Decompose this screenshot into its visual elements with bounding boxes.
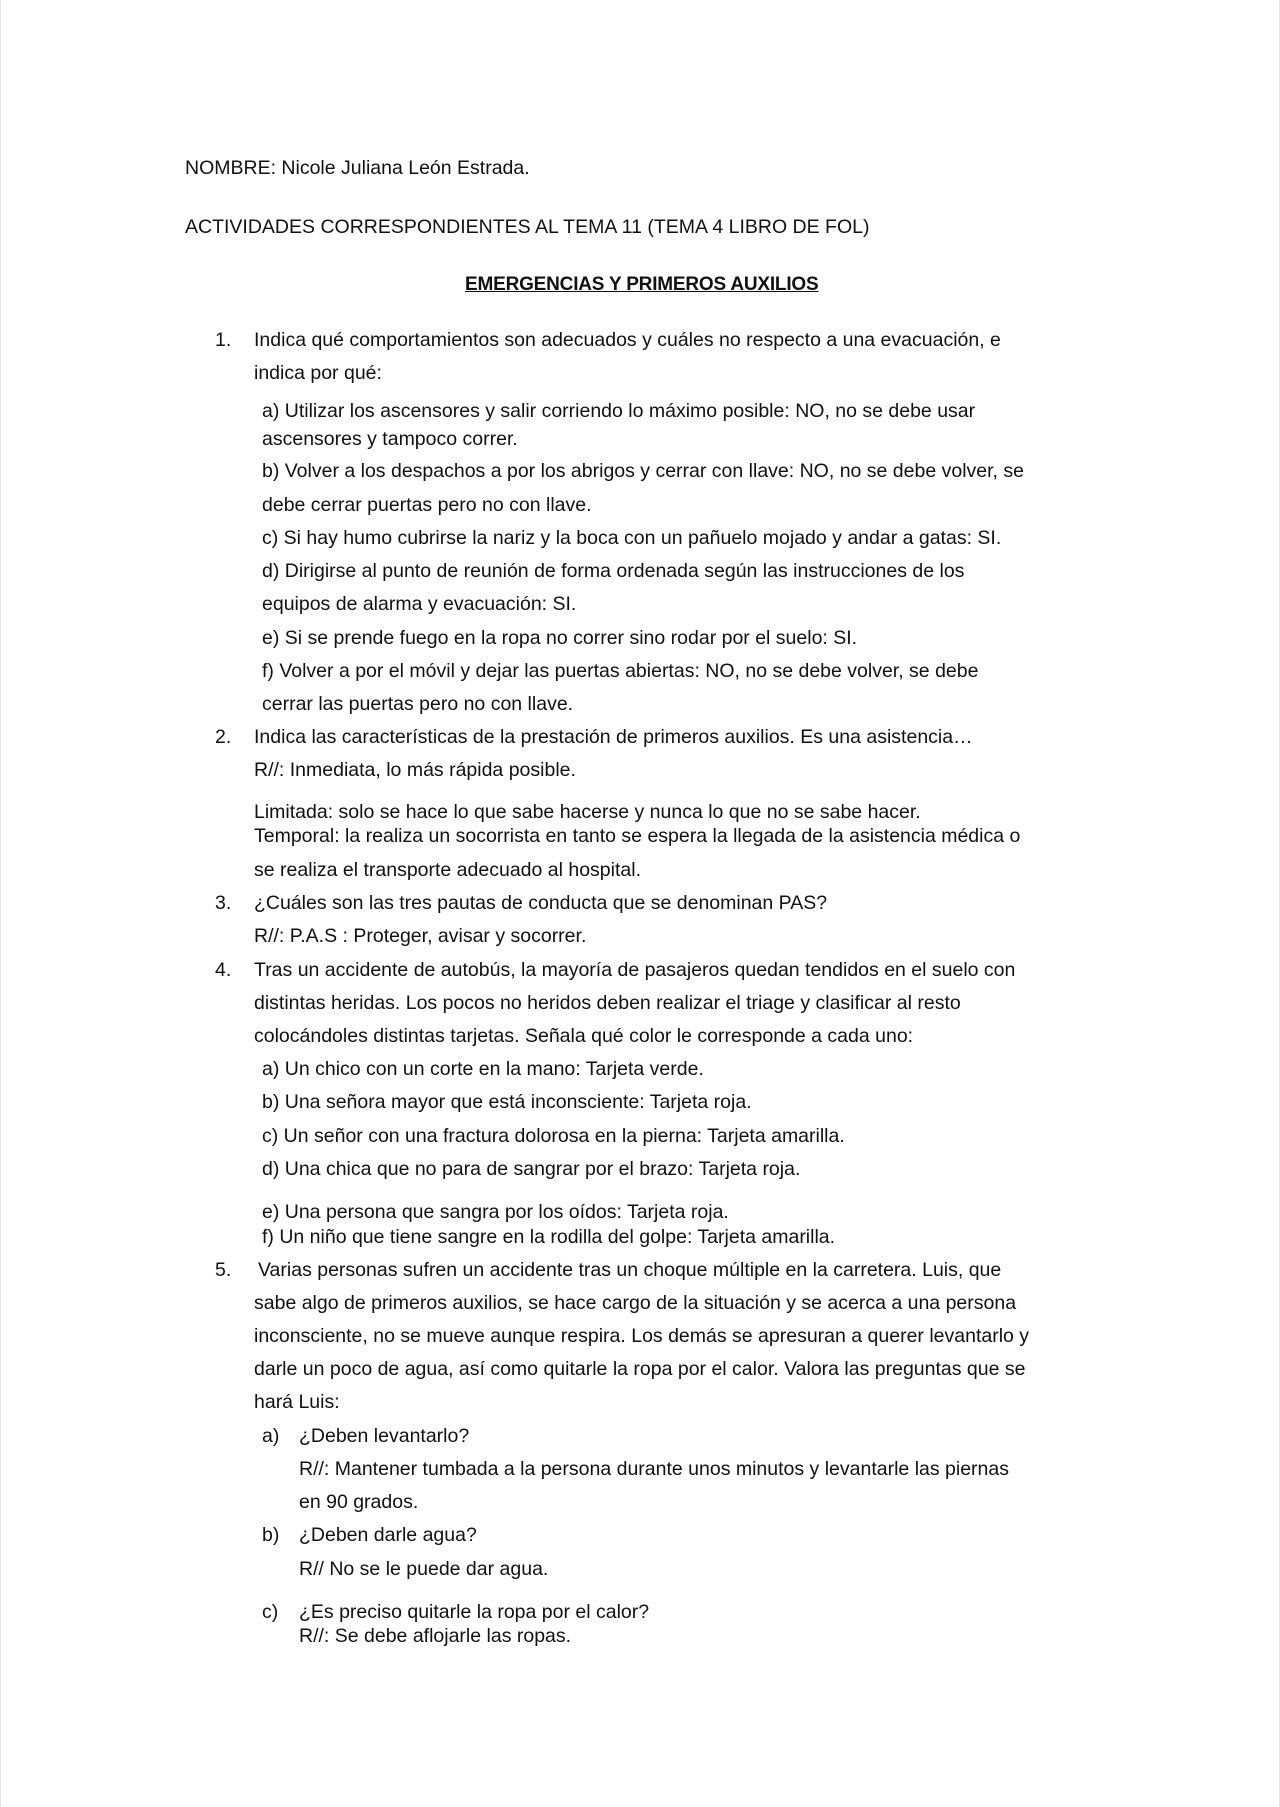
q1-text-line: indica por qué: bbox=[254, 362, 382, 384]
q3-answer-line: R//: P.A.S : Proteger, avisar y socorrer. bbox=[254, 925, 587, 947]
q2-answer-line: se realiza el transporte adecuado al hospital. bbox=[254, 859, 641, 881]
q1-answer-b-cont: debe cerrar puertas pero no con llave. bbox=[262, 494, 592, 516]
q5-sub-a-label: a) bbox=[262, 1425, 280, 1447]
q5-sub-c-answer: R//: Se debe aflojarle las ropas. bbox=[299, 1625, 572, 1647]
q4-answer-b: b) Una señora mayor que está inconsciente: Tarjeta roja. bbox=[262, 1091, 752, 1113]
name-line: NOMBRE: Nicole Juliana León Estrada. bbox=[185, 157, 530, 179]
q2-number: 2. bbox=[215, 726, 232, 748]
q4-text-line: colocándoles distintas tarjetas. Señala qué color le corresponde a cada uno: bbox=[254, 1025, 914, 1047]
q3-number: 3. bbox=[215, 892, 232, 914]
page-edge-left bbox=[0, 0, 1, 1807]
q5-number: 5. bbox=[215, 1259, 232, 1281]
q4-answer-e: e) Una persona que sangra por los oídos: Tarjeta roja. bbox=[262, 1201, 729, 1223]
q1-answer-a-cont: ascensores y tampoco correr. bbox=[262, 428, 518, 450]
q5-sub-b-label: b) bbox=[262, 1524, 280, 1546]
q5-sub-a-question: ¿Deben levantarlo? bbox=[299, 1425, 470, 1447]
q2-text-line: Indica las características de la prestación de primeros auxilios. Es una asistencia… bbox=[254, 726, 973, 748]
q5-text-line: darle un poco de agua, así como quitarle la ropa por el calor. Valora las preguntas que se bbox=[254, 1358, 1026, 1380]
q1-answer-d-cont: equipos de alarma y evacuación: SI. bbox=[262, 593, 577, 615]
q5-sub-a-answer-cont: en 90 grados. bbox=[299, 1491, 419, 1513]
q4-answer-a: a) Un chico con un corte en la mano: Tarjeta verde. bbox=[262, 1058, 704, 1080]
q5-sub-b-answer: R// No se le puede dar agua. bbox=[299, 1558, 549, 1580]
q4-answer-c: c) Un señor con una fractura dolorosa en la pierna: Tarjeta amarilla. bbox=[262, 1125, 845, 1147]
activities-line: ACTIVIDADES CORRESPONDIENTES AL TEMA 11 (TEMA 4 LIBRO DE FOL) bbox=[185, 216, 870, 238]
q1-answer-a: a) Utilizar los ascensores y salir corriendo lo máximo posible: NO, no se debe usar bbox=[262, 400, 976, 422]
q2-answer-line: Temporal: la realiza un socorrista en tanto se espera la llegada de la asistencia médica o bbox=[254, 825, 1021, 847]
q5-text-line: hará Luis: bbox=[254, 1391, 340, 1413]
q4-answer-d: d) Una chica que no para de sangrar por el brazo: Tarjeta roja. bbox=[262, 1158, 801, 1180]
page-title: EMERGENCIAS Y PRIMEROS AUXILIOS bbox=[465, 274, 819, 295]
q2-answer-line: R//: Inmediata, lo más rápida posible. bbox=[254, 759, 576, 781]
q4-text-line: distintas heridas. Los pocos no heridos deben realizar el triage y clasificar al resto bbox=[254, 992, 961, 1014]
q5-sub-c-question: ¿Es preciso quitarle la ropa por el calor? bbox=[299, 1601, 650, 1623]
q1-answer-e: e) Si se prende fuego en la ropa no correr sino rodar por el suelo: SI. bbox=[262, 627, 858, 649]
q3-text-line: ¿Cuáles son las tres pautas de conducta que se denominan PAS? bbox=[254, 892, 828, 914]
q1-answer-b: b) Volver a los despachos a por los abrigos y cerrar con llave: NO, no se debe volver, se bbox=[262, 460, 1024, 482]
q5-text-line: sabe algo de primeros auxilios, se hace cargo de la situación y se acerca a una persona bbox=[254, 1292, 1017, 1314]
q5-sub-b-question: ¿Deben darle agua? bbox=[299, 1524, 477, 1546]
q1-answer-c: c) Si hay humo cubrirse la nariz y la boca con un pañuelo mojado y andar a gatas: SI. bbox=[262, 527, 1002, 549]
q2-answer-line: Limitada: solo se hace lo que sabe hacerse y nunca lo que no se sabe hacer. bbox=[254, 801, 921, 823]
q5-text-line: Varias personas sufren un accidente tras un choque múltiple en la carretera. Luis, que bbox=[258, 1259, 1002, 1281]
q1-number: 1. bbox=[215, 329, 232, 351]
q1-answer-d: d) Dirigirse al punto de reunión de forma ordenada según las instrucciones de los bbox=[262, 560, 965, 582]
q5-sub-a-answer: R//: Mantener tumbada a la persona durante unos minutos y levantarle las piernas bbox=[299, 1458, 1009, 1480]
q4-answer-f: f) Un niño que tiene sangre en la rodilla del golpe: Tarjeta amarilla. bbox=[262, 1226, 836, 1248]
q1-answer-f: f) Volver a por el móvil y dejar las puertas abiertas: NO, no se debe volver, se debe bbox=[262, 660, 979, 682]
q5-sub-c-label: c) bbox=[262, 1601, 279, 1623]
q5-text-line: inconsciente, no se mueve aunque respira. Los demás se apresuran a querer levantarlo y bbox=[254, 1325, 1030, 1347]
q1-answer-f-cont: cerrar las puertas pero no con llave. bbox=[262, 693, 574, 715]
q1-text-line: Indica qué comportamientos son adecuados y cuáles no respecto a una evacuación, e bbox=[254, 329, 1001, 351]
q4-number: 4. bbox=[215, 959, 232, 981]
q4-text-line: Tras un accidente de autobús, la mayoría de pasajeros quedan tendidos en el suelo con bbox=[254, 959, 1016, 981]
